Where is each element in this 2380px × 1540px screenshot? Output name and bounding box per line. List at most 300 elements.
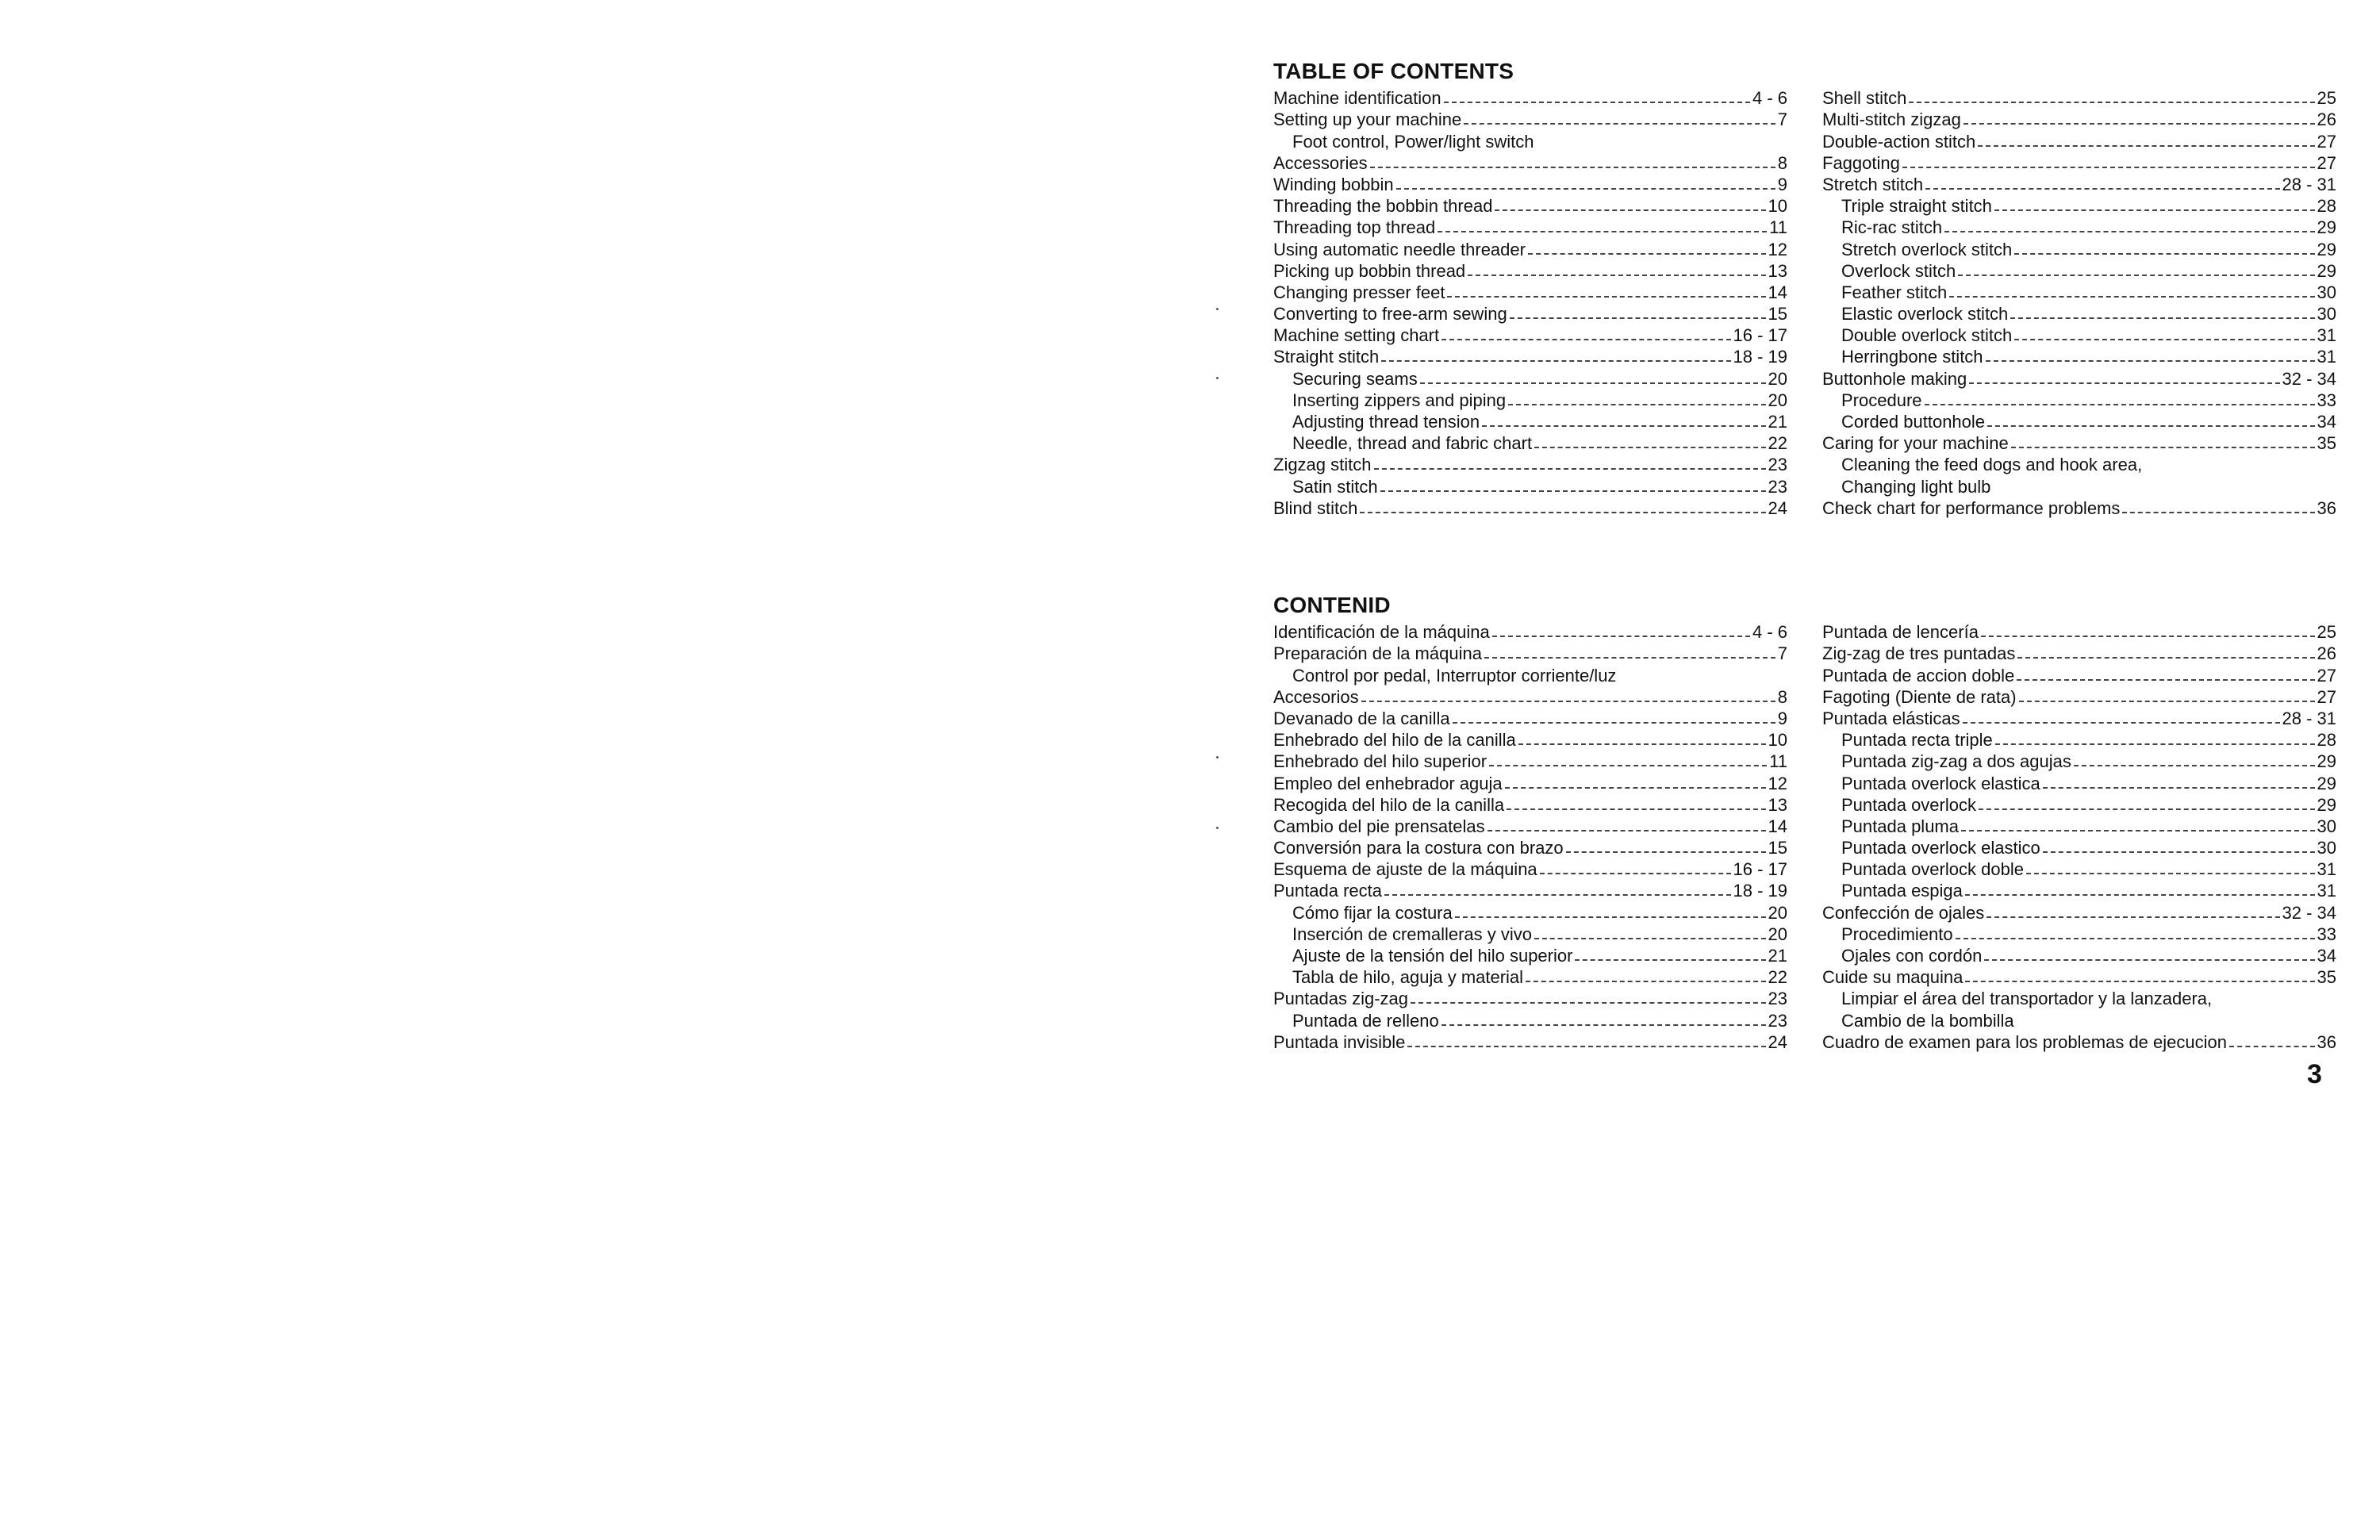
toc-entry xyxy=(1822,87,2336,109)
toc-entry xyxy=(1822,837,2336,858)
dot-leader xyxy=(1995,743,2315,745)
toc-entry-label: Control por pedal, Interruptor corriente/luz xyxy=(1292,665,1617,686)
toc-entry-page: 28 - 31 xyxy=(2282,708,2336,728)
toc-entry-page: 10 xyxy=(1768,196,1787,217)
toc-entry xyxy=(1273,858,1787,880)
toc-entry-label: Winding bobbin xyxy=(1273,174,1394,194)
toc-entry-label: Faggoting xyxy=(1822,152,1900,173)
toc-entry-page: 29 xyxy=(2317,751,2336,772)
dot-leader xyxy=(1925,188,2279,190)
toc-entry-page: 27 xyxy=(2317,131,2336,152)
toc-entry xyxy=(1273,195,1787,217)
toc-entry xyxy=(1273,837,1787,858)
dot-leader xyxy=(1468,275,1765,276)
toc-entry xyxy=(1822,924,2336,945)
dot-leader xyxy=(2011,447,2315,448)
toc-entry xyxy=(1273,708,1787,729)
toc-entry-label: Puntadas zig-zag xyxy=(1273,989,1408,1009)
dot-leader xyxy=(1495,209,1765,211)
toc-entry xyxy=(1822,729,2336,751)
toc-entry-label: Shell stitch xyxy=(1822,88,1907,109)
toc-entry xyxy=(1822,794,2336,816)
dot-leader xyxy=(1956,938,2315,939)
toc-entry xyxy=(1273,303,1787,325)
toc-entry-label: Cleaning the feed dogs and hook area, xyxy=(1841,455,2143,475)
dot-leader xyxy=(1407,1046,1765,1047)
toc-entry-page: 16 - 17 xyxy=(1733,859,1787,880)
page-number: 3 xyxy=(2307,1059,2322,1089)
dot-leader xyxy=(1510,317,1766,319)
toc-entry xyxy=(1273,751,1787,772)
toc-entry-label: Puntada recta xyxy=(1273,881,1382,901)
toc-entry xyxy=(1822,772,2336,793)
dot-leader xyxy=(1455,916,1766,918)
toc-entry xyxy=(1822,346,2336,367)
dot-leader xyxy=(1984,959,2314,961)
toc-entry-label: Multi-stitch zigzag xyxy=(1822,109,1961,130)
dot-leader xyxy=(1528,253,1766,255)
dot-leader xyxy=(1986,360,2315,362)
toc-entry xyxy=(1273,924,1787,945)
toc-entry-label: Inserting zippers and piping xyxy=(1292,390,1507,410)
toc-entry-label: Needle, thread and fabric chart xyxy=(1292,433,1533,454)
dot-leader xyxy=(1979,808,2315,810)
toc-entry-page: 12 xyxy=(1768,239,1787,259)
toc-entry-page: 8 xyxy=(1777,686,1787,707)
toc-entry-page: 31 xyxy=(2317,881,2336,901)
toc-entry xyxy=(1273,988,1787,1009)
toc-entry xyxy=(1273,475,1787,497)
toc-entry-label: Puntada recta triple xyxy=(1841,730,1993,751)
dot-leader xyxy=(1534,447,1765,448)
toc-entry-label: Puntada overlock elastica xyxy=(1841,773,2040,793)
toc-entry-label: Tabla de hilo, aguja y material xyxy=(1292,967,1524,988)
toc-entry xyxy=(1822,325,2336,346)
dot-leader xyxy=(2026,873,2315,874)
toc-entry xyxy=(1273,282,1787,303)
toc-entry-label: Inserción de cremalleras y vivo xyxy=(1292,924,1533,944)
toc-entry-page: 33 xyxy=(2317,390,2336,410)
toc-entry-page: 36 xyxy=(2317,1031,2336,1052)
toc-entry-label: Overlock stitch xyxy=(1841,260,1956,281)
toc-entry-page: 11 xyxy=(1769,217,1787,238)
toc-entry xyxy=(1822,282,2336,303)
dot-leader xyxy=(1411,1002,1766,1004)
toc-entry xyxy=(1822,109,2336,130)
toc-entry-page: 25 xyxy=(2317,622,2336,643)
toc-entry-label: Double-action stitch xyxy=(1822,131,1976,152)
toc-entry xyxy=(1822,454,2336,475)
toc-entry-page: 30 xyxy=(2317,304,2336,325)
toc-entry-page: 30 xyxy=(2317,816,2336,836)
toc-entry-page: 29 xyxy=(2317,217,2336,238)
toc-entry xyxy=(1273,454,1787,475)
toc-entry-page: 16 - 17 xyxy=(1733,325,1787,346)
dot-leader xyxy=(1958,275,2314,276)
dot-leader xyxy=(1969,382,2279,384)
toc-entry-page: 23 xyxy=(1768,476,1787,497)
dot-leader xyxy=(1484,657,1775,659)
toc-entry-page: 31 xyxy=(2317,325,2336,346)
toc-entry-label: Elastic overlock stitch xyxy=(1841,304,2009,325)
dot-leader xyxy=(1534,938,1766,939)
dot-leader xyxy=(1453,722,1775,724)
toc-entry-label: Double overlock stitch xyxy=(1841,325,2013,346)
toc-entry xyxy=(1273,260,1787,282)
toc-entry-page: 28 xyxy=(2317,730,2336,751)
toc-entry xyxy=(1822,664,2336,686)
toc-entry-label: Machine identification xyxy=(1273,88,1441,109)
toc-entry-page: 35 xyxy=(2317,433,2336,454)
toc-entry xyxy=(1273,390,1787,411)
dot-leader xyxy=(1508,404,1765,405)
toc-entry xyxy=(1273,432,1787,454)
toc-entry-label: Ajuste de la tensión del hilo superior xyxy=(1292,946,1573,966)
toc-spanish-right-column xyxy=(1822,621,2336,1053)
dot-leader xyxy=(1964,123,2315,125)
toc-entry-page: 23 xyxy=(1768,989,1787,1009)
toc-entry-page: 31 xyxy=(2317,347,2336,367)
toc-entry xyxy=(1822,858,2336,880)
toc-entry xyxy=(1273,109,1787,130)
dot-leader xyxy=(1961,830,2315,831)
toc-entry-page: 12 xyxy=(1768,773,1787,793)
toc-entry xyxy=(1273,686,1787,708)
toc-entry xyxy=(1822,686,2336,708)
dot-leader xyxy=(1482,425,1765,427)
toc-english-left-column xyxy=(1273,87,1787,519)
toc-entry xyxy=(1822,152,2336,174)
toc-entry xyxy=(1822,988,2336,1009)
toc-spanish-left-column xyxy=(1273,621,1787,1053)
toc-entry-page: 34 xyxy=(2317,946,2336,966)
toc-entry-page: 21 xyxy=(1768,946,1787,966)
toc-entry-label: Enhebrado del hilo de la canilla xyxy=(1273,730,1516,751)
toc-entry-page: 24 xyxy=(1768,497,1787,518)
toc-entry xyxy=(1822,475,2336,497)
toc-entry-label: Corded buttonhole xyxy=(1841,412,1986,432)
toc-entry-label: Zig-zag de tres puntadas xyxy=(1822,643,2016,664)
toc-entry xyxy=(1273,367,1787,389)
dot-leader xyxy=(1441,339,1730,340)
dot-leader xyxy=(1444,102,1750,103)
toc-entry xyxy=(1822,195,2336,217)
toc-entry-page: 7 xyxy=(1777,109,1787,130)
toc-entry-label: Using automatic needle threader xyxy=(1273,239,1526,259)
toc-entry xyxy=(1822,945,2336,966)
toc-entry-page: 10 xyxy=(1768,730,1787,751)
dot-leader xyxy=(1396,188,1775,190)
toc-entry-page: 29 xyxy=(2317,773,2336,793)
toc-entry-label: Cómo fijar la costura xyxy=(1292,902,1453,923)
toc-entry-page: 20 xyxy=(1768,924,1787,944)
scan-speck xyxy=(1216,308,1219,310)
toc-entry-label: Puntada de lencería xyxy=(1822,622,1979,643)
dot-leader xyxy=(1380,490,1766,492)
dot-leader xyxy=(1441,1024,1766,1026)
toc-entry-page: 20 xyxy=(1768,902,1787,923)
toc-entry-label: Puntada overlock elastico xyxy=(1841,838,2040,858)
dot-leader xyxy=(1909,102,2314,103)
toc-entry-label: Esquema de ajuste de la máquina xyxy=(1273,859,1537,880)
toc-entry xyxy=(1822,217,2336,238)
dot-leader xyxy=(1994,209,2315,211)
toc-entry xyxy=(1822,966,2336,988)
toc-entry-page: 33 xyxy=(2317,924,2336,944)
toc-entry-label: Securing seams xyxy=(1292,368,1418,389)
dot-leader xyxy=(1987,916,2279,918)
toc-entry-page: 31 xyxy=(2317,859,2336,880)
toc-entry xyxy=(1822,367,2336,389)
toc-entry xyxy=(1273,643,1787,664)
toc-entry xyxy=(1273,621,1787,643)
toc-entry-label: Empleo del enhebrador aguja xyxy=(1273,773,1503,793)
dot-leader xyxy=(1492,636,1750,637)
toc-entry xyxy=(1822,390,2336,411)
toc-spanish-heading: CONTENID xyxy=(1273,593,1391,617)
dot-leader xyxy=(1438,231,1767,232)
dot-leader xyxy=(2043,851,2315,853)
toc-entry-label: Conversión para la costura con brazo xyxy=(1273,838,1564,858)
dot-leader xyxy=(1384,894,1731,896)
toc-entry-label: Accesorios xyxy=(1273,686,1359,707)
toc-entry xyxy=(1822,174,2336,195)
toc-entry-page: 30 xyxy=(2317,838,2336,858)
toc-entry xyxy=(1273,238,1787,259)
toc-entry xyxy=(1273,664,1787,686)
toc-entry-label: Ric-rac stitch xyxy=(1841,217,1943,238)
toc-entry-page: 24 xyxy=(1768,1031,1787,1052)
toc-entry-label: Setting up your machine xyxy=(1273,109,1462,130)
toc-entry-label: Herringbone stitch xyxy=(1841,347,1983,367)
toc-entry-label: Machine setting chart xyxy=(1273,325,1440,346)
toc-entry-label: Cuadro de examen para los problemas de ejecucion xyxy=(1822,1031,2227,1052)
toc-entry-page: 7 xyxy=(1777,643,1787,664)
dot-leader xyxy=(1981,636,2315,637)
toc-english-right-column xyxy=(1822,87,2336,519)
toc-entry-page: 14 xyxy=(1768,816,1787,836)
toc-entry xyxy=(1273,966,1787,988)
toc-entry xyxy=(1273,174,1787,195)
toc-entry-label: Devanado de la canilla xyxy=(1273,708,1450,728)
scan-speck xyxy=(1216,827,1219,829)
dot-leader xyxy=(2043,787,2315,789)
toc-entry-page: 8 xyxy=(1777,152,1787,173)
toc-entry-page: 15 xyxy=(1768,304,1787,325)
toc-entry xyxy=(1273,816,1787,837)
toc-english-heading: TABLE OF CONTENTS xyxy=(1273,59,1514,83)
dot-leader xyxy=(2019,701,2315,702)
toc-entry-label: Picking up bobbin thread xyxy=(1273,260,1466,281)
dot-leader xyxy=(2014,253,2314,255)
toc-entry xyxy=(1822,816,2336,837)
dot-leader xyxy=(1374,468,1766,470)
toc-entry xyxy=(1822,432,2336,454)
toc-entry-page: 28 - 31 xyxy=(2282,174,2336,194)
dot-leader xyxy=(1420,382,1766,384)
toc-entry xyxy=(1822,497,2336,519)
toc-entry xyxy=(1273,729,1787,751)
toc-entry-label: Puntada overlock doble xyxy=(1841,859,2024,880)
toc-entry-page: 9 xyxy=(1777,174,1787,194)
toc-entry-label: Puntada de relleno xyxy=(1292,1010,1439,1031)
toc-entry-page: 15 xyxy=(1768,838,1787,858)
toc-entry-page: 4 - 6 xyxy=(1752,622,1787,643)
toc-entry-label: Puntada de accion doble xyxy=(1822,665,2015,686)
toc-entry-label: Accessories xyxy=(1273,152,1368,173)
toc-entry-page: 20 xyxy=(1768,390,1787,410)
toc-entry xyxy=(1822,1009,2336,1031)
dot-leader xyxy=(1447,296,1765,298)
toc-entry xyxy=(1273,794,1787,816)
toc-entry-label: Preparación de la máquina xyxy=(1273,643,1482,664)
toc-entry-label: Triple straight stitch xyxy=(1841,196,1992,217)
toc-entry-page: 22 xyxy=(1768,967,1787,988)
dot-leader xyxy=(2017,679,2314,681)
toc-entry-label: Changing presser feet xyxy=(1273,282,1445,302)
toc-entry-label: Procedure xyxy=(1841,390,1922,410)
dot-leader xyxy=(1489,765,1767,766)
toc-entry-page: 4 - 6 xyxy=(1752,88,1787,109)
toc-entry-page: 34 xyxy=(2317,412,2336,432)
toc-entry-page: 9 xyxy=(1777,708,1787,728)
dot-leader xyxy=(1526,981,1765,982)
toc-entry-label: Cuide su maquina xyxy=(1822,967,1964,988)
toc-entry-label: Check chart for performance problems xyxy=(1822,497,2121,518)
dot-leader xyxy=(1381,360,1730,362)
toc-entry-label: Identificación de la máquina xyxy=(1273,622,1490,643)
dot-leader xyxy=(1987,425,2314,427)
toc-entry-label: Limpiar el área del transportador y la lanzadera, xyxy=(1841,989,2213,1009)
dot-leader xyxy=(1963,722,2280,724)
dot-leader xyxy=(2014,339,2314,340)
toc-entry-page: 13 xyxy=(1768,794,1787,815)
toc-entry-page: 23 xyxy=(1768,1010,1787,1031)
scan-speck xyxy=(1216,756,1219,758)
toc-entry-label: Stretch stitch xyxy=(1822,174,1924,194)
toc-entry xyxy=(1273,411,1787,432)
dot-leader xyxy=(1944,231,2314,232)
toc-entry-label: Puntada espiga xyxy=(1841,881,1963,901)
toc-entry xyxy=(1822,708,2336,729)
toc-entry xyxy=(1273,152,1787,174)
toc-spanish-section xyxy=(1273,591,2336,1053)
toc-entry-label: Stretch overlock stitch xyxy=(1841,239,2013,259)
toc-entry-label: Blind stitch xyxy=(1273,497,1358,518)
toc-entry-page: 27 xyxy=(2317,152,2336,173)
toc-entry-label: Puntada overlock xyxy=(1841,794,1976,815)
toc-entry-page: 26 xyxy=(2317,643,2336,664)
toc-entry xyxy=(1273,130,1787,152)
toc-entry-page: 27 xyxy=(2317,665,2336,686)
toc-entry-label: Converting to free-arm sewing xyxy=(1273,304,1507,325)
scan-speck xyxy=(1216,377,1219,379)
toc-entry xyxy=(1273,772,1787,793)
toc-entry xyxy=(1273,1031,1787,1053)
dot-leader xyxy=(1566,851,1766,853)
toc-entry-label: Cambio de la bombilla xyxy=(1841,1010,2014,1031)
toc-entry-page: 11 xyxy=(1769,751,1787,772)
toc-entry-page: 28 xyxy=(2317,196,2336,217)
dot-leader xyxy=(2010,317,2314,319)
toc-entry xyxy=(1822,130,2336,152)
toc-entry-page: 29 xyxy=(2317,239,2336,259)
toc-entry xyxy=(1273,1009,1787,1031)
toc-entry xyxy=(1822,643,2336,664)
toc-entry-label: Ojales con cordón xyxy=(1841,946,1983,966)
dot-leader xyxy=(2074,765,2315,766)
toc-entry-label: Straight stitch xyxy=(1273,347,1380,367)
toc-entry xyxy=(1822,303,2336,325)
dot-leader xyxy=(1540,873,1731,874)
toc-entry-label: Threading the bobbin thread xyxy=(1273,196,1493,217)
toc-entry-page: 22 xyxy=(1768,433,1787,454)
toc-english-columns xyxy=(1273,87,2336,519)
toc-entry-page: 30 xyxy=(2317,282,2336,302)
dot-leader xyxy=(1370,167,1775,168)
dot-leader xyxy=(1488,830,1766,831)
dot-leader xyxy=(1902,167,2315,168)
toc-entry xyxy=(1822,238,2336,259)
toc-entry xyxy=(1822,260,2336,282)
toc-entry-label: Puntada zig-zag a dos agujas xyxy=(1841,751,2071,772)
toc-entry xyxy=(1273,325,1787,346)
toc-entry-label: Adjusting thread tension xyxy=(1292,412,1480,432)
toc-entry-label: Caring for your machine xyxy=(1822,433,2009,454)
toc-entry-label: Satin stitch xyxy=(1292,476,1378,497)
toc-entry-page: 23 xyxy=(1768,455,1787,475)
toc-entry-page: 25 xyxy=(2317,88,2336,109)
toc-entry-page: 32 - 34 xyxy=(2282,902,2336,923)
dot-leader xyxy=(1507,808,1765,810)
toc-entry-page: 29 xyxy=(2317,794,2336,815)
toc-spanish-columns xyxy=(1273,621,2336,1053)
dot-leader xyxy=(2017,657,2314,659)
toc-entry xyxy=(1273,901,1787,923)
toc-entry xyxy=(1273,217,1787,238)
toc-entry xyxy=(1822,621,2336,643)
toc-entry-page: 32 - 34 xyxy=(2282,368,2336,389)
toc-entry-label: Buttonhole making xyxy=(1822,368,1967,389)
dot-leader xyxy=(1965,894,2315,896)
dot-leader xyxy=(1518,743,1766,745)
toc-entry xyxy=(1273,346,1787,367)
dot-leader xyxy=(1360,512,1765,513)
dot-leader xyxy=(1361,701,1775,702)
toc-entry-label: Puntada elásticas xyxy=(1822,708,1960,728)
toc-entry-label: Changing light bulb xyxy=(1841,476,1991,497)
toc-entry xyxy=(1822,1031,2336,1053)
toc-entry-label: Enhebrado del hilo superior xyxy=(1273,751,1488,772)
toc-entry xyxy=(1822,901,2336,923)
dot-leader xyxy=(1505,787,1766,789)
toc-english-section xyxy=(1273,57,2336,519)
toc-entry-label: Puntada invisible xyxy=(1273,1031,1406,1052)
toc-entry-page: 29 xyxy=(2317,260,2336,281)
toc-entry-page: 27 xyxy=(2317,686,2336,707)
dot-leader xyxy=(1965,981,2314,982)
dot-leader xyxy=(1949,296,2314,298)
toc-entry-label: Puntada pluma xyxy=(1841,816,1959,836)
dot-leader xyxy=(1464,123,1775,125)
toc-entry-page: 20 xyxy=(1768,368,1787,389)
dot-leader xyxy=(1978,145,2314,147)
toc-entry-label: Zigzag stitch xyxy=(1273,455,1372,475)
toc-entry-label: Procedimiento xyxy=(1841,924,1953,944)
toc-entry xyxy=(1273,497,1787,519)
toc-entry-page: 18 - 19 xyxy=(1733,347,1787,367)
toc-entry xyxy=(1822,880,2336,901)
